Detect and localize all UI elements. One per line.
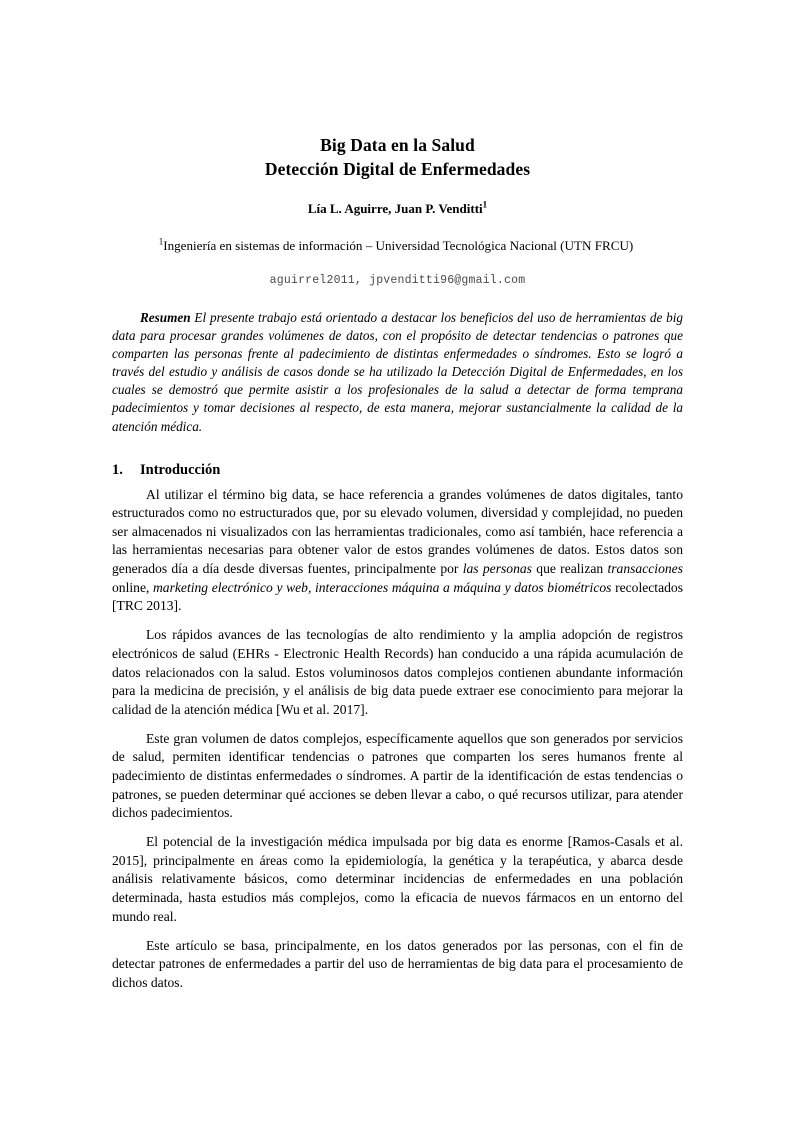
section-number: 1.: [112, 461, 123, 478]
paper-title-line-1: Big Data en la Salud: [320, 135, 475, 155]
paper-content-column: [112, 0, 683, 993]
abstract-text: El presente trabajo está orientado a destacar los beneficios del uso de herramientas de big data para procesar grandes volúmenes de datos, con el propósito de detectar tendencias o patrones que comparten las personas frente al padecimiento de distintas enfermedades o síndromes. Esto se logró a través del estudio y análisis de casos donde se ha utilizado la Detección Digital de Enfermedades, en los cuales se demostró que permite asistir a los profesionales de la salud a detectar de forma temprana padecimientos y tomar decisiones al respecto, de esta manera, mejorar sustancialmente la calidad de la atención médica.: [112, 310, 683, 434]
paragraph-5: Este artículo se basa, principalmente, en los datos generados por las personas, con el fin de detectar patrones de enfermedades a partir del uso de herramientas de big data para el procesamiento de dichos datos.: [112, 937, 683, 990]
paragraph-2: Los rápidos avances de las tecnologías de alto rendimiento y la amplia adopción de registros electrónicos de salud (EHRs - Electronic Health Records) han conducido a una rápida acumulación de datos relacionados con la salud. Estos voluminosos datos complejos contienen abundante información para la medicina de precisión, y el análisis de big data puede extraer ese conocimiento para mejorar la calidad de la atención médica [Wu et al. 2017].: [112, 627, 683, 717]
affiliation-marker: 1: [158, 236, 164, 247]
section-heading-introduccion: [112, 461, 683, 479]
abstract-label: Resumen: [140, 310, 191, 325]
paragraph-1-italic-2: transacciones: [607, 561, 683, 577]
paragraph-1-part-c: online,: [112, 579, 153, 595]
section-title: Introducción: [140, 461, 221, 478]
paragraph-3: Este gran volumen de datos complejos, específicamente aquellos que son generados por servicios de salud, permiten identificar tendencias o patrones que comparten los seres humanos frente al padecimiento de distintas enfermedades o síndromes. A partir de la identificación de estas tendencias o patrones, se pueden determinar qué acciones se deben llevar a cabo, o qué recursos utilizar, para atender dichos padecimientos.: [112, 730, 683, 821]
author-list: [112, 201, 683, 217]
author-affiliation-marker: 1: [482, 199, 488, 210]
paragraph-1: [112, 486, 683, 616]
author-names: Lía L. Aguirre, Juan P. Venditti: [307, 201, 483, 216]
paragraph-4: El potencial de la investigación médica impulsada por big data es enorme [Ramos-Casals et al. 2015], principalmente en áreas como la epidemiología, la genética y la terapéutica, y abarca desde análisis relativamente básicos, como determinar incidencias de enfermedades en una población determinada, hasta estudios más complejos, como la eficacia de nuevos fármacos en un entorno del mundo real.: [112, 834, 683, 924]
affiliation-text: Ingeniería en sistemas de información – Universidad Tecnológica Nacional (UTN FRCU): [163, 238, 634, 253]
paragraph-1-part-b: que realizan: [531, 561, 608, 577]
author-emails: aguirrel2011, jpvenditti96@gmail.com: [269, 274, 526, 287]
paragraph-1-italic-3: marketing electrónico y web, interacciones máquina a máquina y datos biométricos: [152, 579, 612, 595]
paragraph-1-part-d: recolectados [TRC 2013].: [112, 579, 683, 614]
abstract-block: [112, 309, 683, 436]
paragraph-1-italic-1: las personas: [462, 561, 532, 577]
paragraph-1-part-a: Al utilizar el término big data, se hace referencia a grandes volúmenes de datos digitales, tanto estructurados como no estructurados que, por su elevado volumen, diversidad y complejidad, no pueden ser almacenados ni visualizados con las herramientas tradicionales, como así también, hace referencia a las herramientas necesarias para obtener valor de estos grandes volúmenes de datos. Estos datos son generados día a día desde diversas fuentes, principalmente por: [112, 486, 683, 577]
paper-title-line-2: Detección Digital de Enfermedades: [264, 159, 531, 179]
paper-title: [112, 133, 683, 181]
affiliation-line: [96, 238, 696, 254]
